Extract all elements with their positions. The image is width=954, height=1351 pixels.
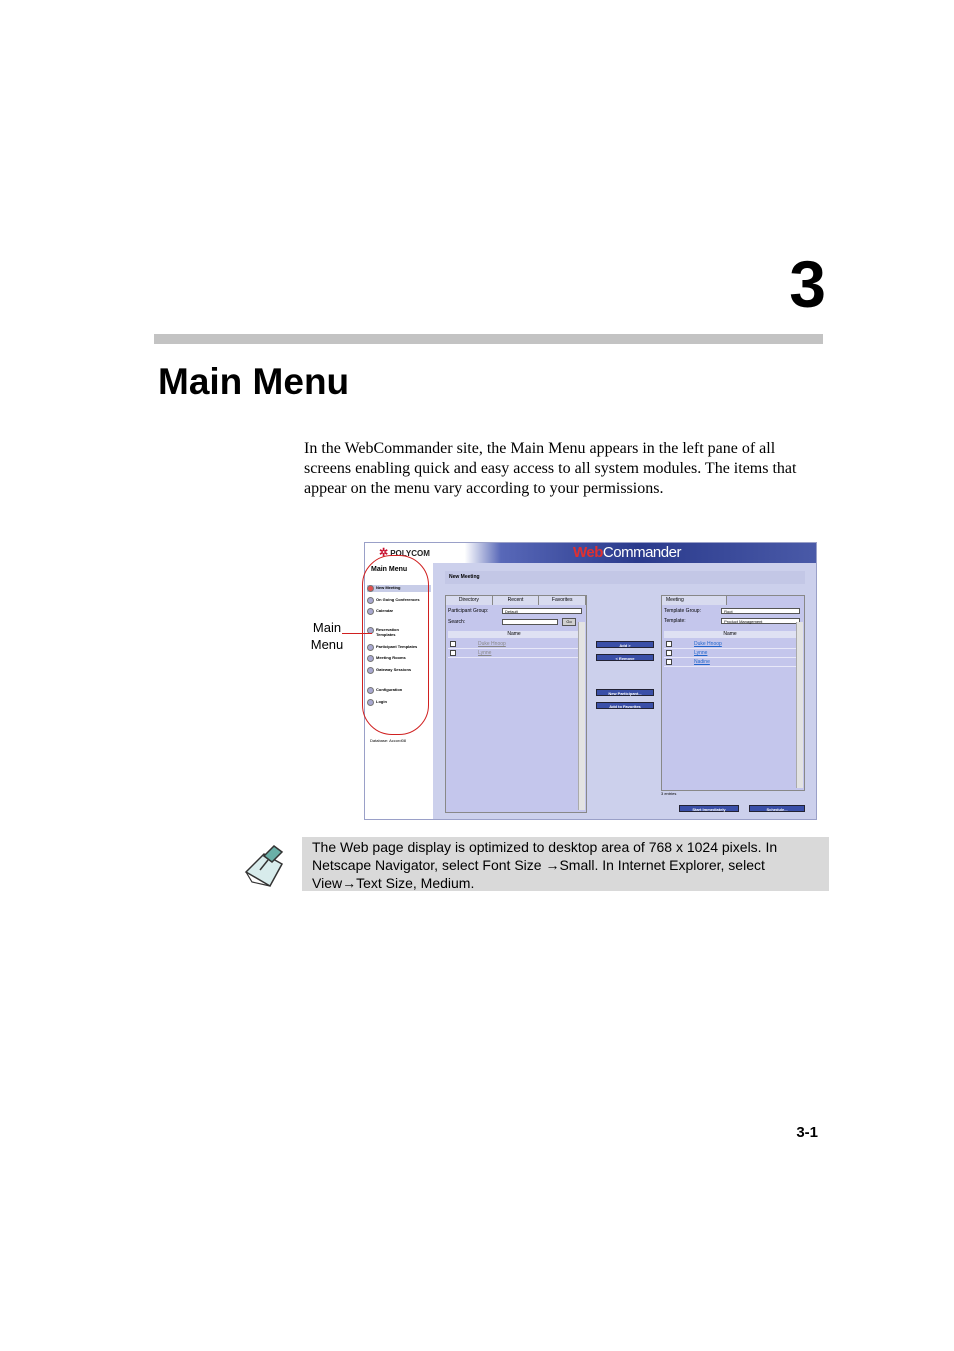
add-to-favorites-button[interactable]: Add to Favorites	[596, 702, 654, 709]
tab-directory[interactable]: Directory	[446, 596, 493, 605]
participants-panel	[445, 595, 587, 813]
tab-favorites[interactable]: Favorites	[539, 596, 586, 605]
menu-item-label: Meeting Rooms	[376, 655, 406, 660]
menu-item-label: Calendar	[376, 608, 394, 613]
left-scrollbar[interactable]	[578, 622, 585, 810]
template-group-row	[664, 608, 800, 614]
participant-group-select[interactable]: Default	[502, 608, 582, 614]
template-group-label: Template Group:	[664, 608, 701, 614]
tab-meeting[interactable]: Meeting	[662, 596, 727, 605]
new-participant-button[interactable]: New Participant...	[596, 689, 654, 696]
list-item[interactable]	[448, 640, 580, 649]
start-immediately-button[interactable]: Start Immediately	[679, 805, 739, 812]
menu-item-label: On Going Conferences	[376, 597, 420, 602]
participant-link[interactable]: Nadine	[694, 659, 710, 665]
list-item[interactable]	[448, 649, 580, 658]
chapter-rule	[154, 334, 823, 344]
intro-paragraph: In the WebCommander site, the Main Menu appears in the left pane of all screens enabling quick and easy access to all system modules. The items that appear on the menu vary according to your permissions.	[304, 440, 797, 497]
go-button[interactable]: Go	[562, 618, 576, 626]
row-checkbox[interactable]	[666, 650, 672, 656]
list-item[interactable]	[664, 649, 796, 658]
template-label: Template:	[664, 618, 686, 624]
main-menu-callout-label: Main Menu	[310, 620, 344, 652]
menu-item-label: Participant Templates	[376, 644, 418, 649]
app-title-rest: Commander	[602, 544, 681, 561]
callout-oval	[362, 555, 429, 735]
app-header	[365, 543, 817, 563]
main-menu-title: Main Menu	[371, 566, 408, 573]
add-button[interactable]: Add >	[596, 641, 654, 648]
search-label: Search:	[448, 619, 466, 625]
row-checkbox[interactable]	[666, 659, 672, 665]
row-checkbox[interactable]	[666, 641, 672, 647]
list-item[interactable]	[664, 658, 796, 667]
template-select[interactable]: Product Management	[721, 618, 800, 624]
chapter-number: 3	[789, 247, 826, 321]
participant-link[interactable]: Lynne	[478, 650, 492, 656]
note-box: The Web page display is optimized to desktop area of 768 x 1024 pixels. In Netscape Navigator, select Font Size →Small. In Internet Explorer, select View→Text Size, Medium.	[302, 837, 829, 891]
database-label: Database: Accord08	[370, 738, 407, 743]
menu-item-label: New Meeting	[376, 585, 401, 590]
meeting-panel	[661, 595, 805, 791]
meeting-name-column-header: Name	[664, 631, 796, 638]
app-title-web: Web	[573, 544, 603, 561]
menu-item-label: Configuration	[376, 687, 403, 692]
note-pushpin-icon	[242, 842, 290, 888]
remove-button[interactable]: < Remove	[596, 654, 654, 661]
tab-recent[interactable]: Recent	[493, 596, 540, 605]
schedule-button[interactable]: Schedule...	[749, 805, 805, 812]
menu-item-label: Gateway Sessions	[376, 667, 412, 672]
meeting-tabs	[662, 596, 804, 605]
menu-item-label: Reservation Templates	[376, 627, 399, 637]
search-input[interactable]	[502, 619, 558, 625]
template-group-select[interactable]: Root	[721, 608, 800, 614]
page-number: 3-1	[796, 1124, 818, 1141]
name-column-header: Name	[448, 631, 580, 638]
entries-count: 3 entries	[661, 791, 677, 796]
template-row	[664, 618, 800, 624]
search-row	[448, 618, 584, 626]
webcommander-screenshot	[364, 542, 817, 820]
right-scrollbar[interactable]	[796, 622, 803, 788]
participant-group-label: Participant Group:	[448, 608, 489, 614]
participant-link[interactable]: Lynne	[694, 650, 708, 656]
participant-tabs	[446, 596, 586, 605]
participant-link[interactable]: Duke Hnoop	[694, 641, 722, 647]
chapter-title: Main Menu	[158, 361, 350, 402]
menu-item-label: Login	[376, 699, 387, 704]
polycom-mark-icon: ✲	[379, 547, 389, 559]
row-checkbox[interactable]	[450, 650, 456, 656]
list-item[interactable]	[664, 640, 796, 649]
app-title	[573, 544, 681, 561]
row-checkbox[interactable]	[450, 641, 456, 647]
participant-link[interactable]: Duke Hnoop	[478, 641, 506, 647]
logo-text: POLYCOM	[390, 549, 430, 558]
new-meeting-title: New Meeting	[445, 571, 805, 584]
participant-group-row	[448, 608, 584, 614]
